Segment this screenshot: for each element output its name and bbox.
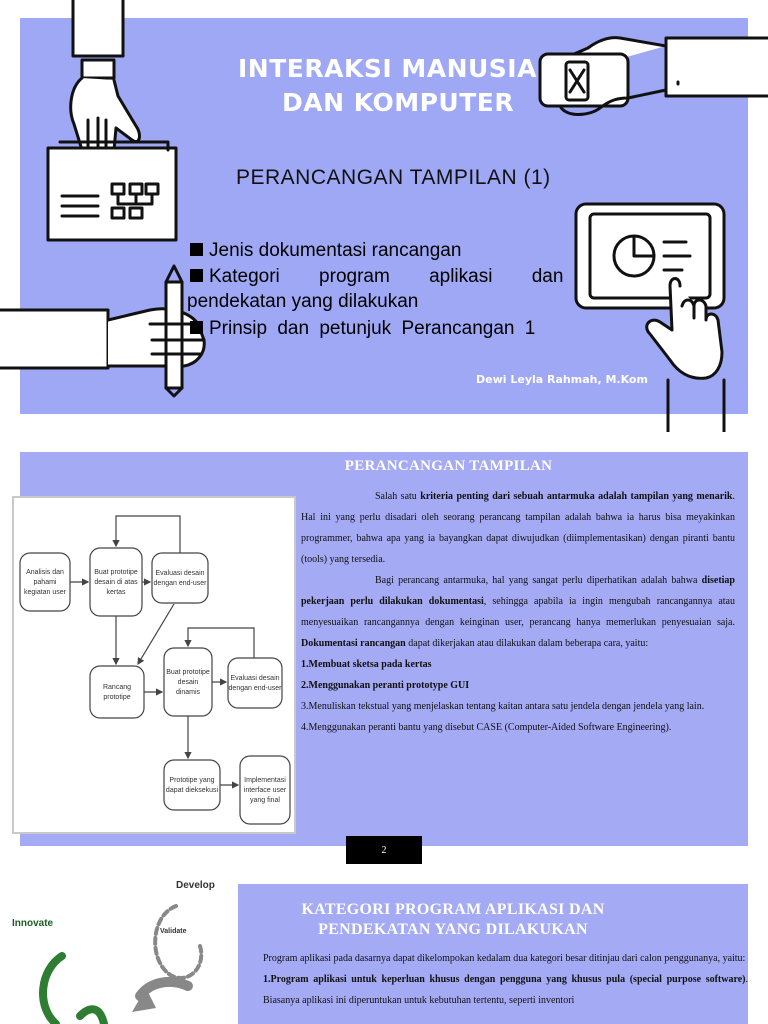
flow-box-label: dinamis (175, 689, 201, 696)
bullet-item: Prinsip dan petunjuk Perancangan 1 (190, 318, 535, 340)
flow-box-label: Buat prototipe (94, 569, 138, 576)
list-item: 2.Menggunakan peranti prototype GUI (301, 680, 470, 691)
slide-2-body (301, 486, 735, 738)
design-process-diagram (12, 496, 296, 834)
bullet-square-icon (190, 321, 203, 334)
bullet-item-continuation: pendekatan yang dilakukan (187, 291, 419, 312)
flow-box-label: dengan end-user (228, 685, 282, 692)
slide-1 (0, 0, 768, 432)
slide-2 (0, 436, 768, 864)
flow-box-label: dengan end-user (153, 580, 207, 587)
flow-box-label: kertas (106, 589, 126, 596)
flow-box-label: pahami (33, 579, 57, 586)
flow-box-label: Analisis dan (26, 569, 64, 576)
list-item: 1.Membuat sketsa pada kertas (301, 659, 432, 670)
innovate-label: Innovate (12, 918, 54, 929)
flow-box-label: dapat dieksekusi (165, 787, 219, 794)
flow-box-label: interface user (243, 787, 287, 794)
flow-box-label: Implementasi (244, 777, 286, 784)
list-item: 3.Menuliskan tekstual yang menjelaskan tentang kaitan antara satu jendela dengan jendela yang lain. (301, 701, 705, 712)
flow-box (152, 553, 208, 603)
flow-box-label: desain di atas (94, 579, 138, 586)
flowchart (14, 498, 294, 832)
bullet-item: Jenis dokumentasi rancangan (190, 240, 461, 262)
slide-1-title-line2: DAN KOMPUTER (282, 88, 515, 117)
develop-label: Develop (176, 880, 215, 891)
validate-label: Validate (160, 928, 187, 935)
flow-box-label: prototipe (103, 694, 131, 701)
flow-box (164, 760, 220, 810)
slide-2-title: PERANCANGAN TAMPILAN (344, 458, 553, 474)
bullet-square-icon (190, 269, 203, 282)
paragraph: 1.Program aplikasi untuk keperluan khusus dengan pengguna yang khusus pula (special purpose software). Biasanya aplikasi ini diperuntukan untuk kebutuhan tertentu, seperti inventori (263, 974, 748, 1006)
slide-3 (0, 866, 768, 1024)
flow-box-label: yang final (250, 797, 280, 804)
paragraph: Program aplikasi pada dasarnya dapat dikelompokan kedalam dua kategori besar ditinjau dari calon penggunanya, yaitu: (263, 953, 746, 964)
flow-box-label: Evaluasi desain (230, 675, 280, 682)
flow-box (228, 658, 282, 708)
slide-3-body (263, 948, 748, 1011)
flow-box-label: kegiatan user (23, 589, 67, 596)
bullet-item: Kategori program aplikasi dan (190, 266, 586, 288)
page-number: 2 (346, 836, 422, 864)
author-name: Dewi Leyla Rahmah, M.Kom (476, 373, 648, 386)
flow-box-label: Evaluasi desain (155, 570, 205, 577)
slide-1-title-line1: INTERAKSI MANUSIA (238, 54, 537, 83)
flow-box (90, 666, 144, 718)
flow-box-label: desain (177, 679, 199, 686)
list-item: 4.Menggunakan peranti bantu yang disebut CASE (Computer-Aided Software Engineering). (301, 722, 672, 733)
slide-1-subtitle: PERANCANGAN TAMPILAN (1) (236, 166, 551, 189)
flow-box-label: Prototipe yang (169, 777, 215, 784)
paragraph: Bagi perancang antarmuka, hal yang sangat perlu diperhatikan adalah bahwa disetiap pekerjaan perlu dilakukan dokumentasi, sehingga apabila ia ingin mengubah rancangannya atau menyesuaikan rancangannya dengan keinginan user, perancang hanya memerlukan penyesuaian saja. Dokumentasi rancangan dapat dikerjakan atau dilakukan dalam beberapa cara, yaitu: (301, 575, 735, 649)
paragraph: Salah satu kriteria penting dari sebuah antarmuka adalah tampilan yang menarik. Hal ini yang perlu disadari oleh seorang perancang tampilan adalah bahwa ia harus bisa meyakinkan programmer, bahwa apa yang ia bayangkan dapat diwujudkan (diimplementasikan) dengan piranti bantu (tools) yang tersedia. (301, 491, 735, 565)
slide-3-title: KATEGORI PROGRAM APLIKASI DAN PENDEKATAN YANG DILAKUKAN (301, 901, 605, 938)
bullet-square-icon (190, 243, 203, 256)
flow-box-label: Rancang (102, 684, 132, 691)
flow-box-label: Buat prototipe (166, 669, 210, 676)
